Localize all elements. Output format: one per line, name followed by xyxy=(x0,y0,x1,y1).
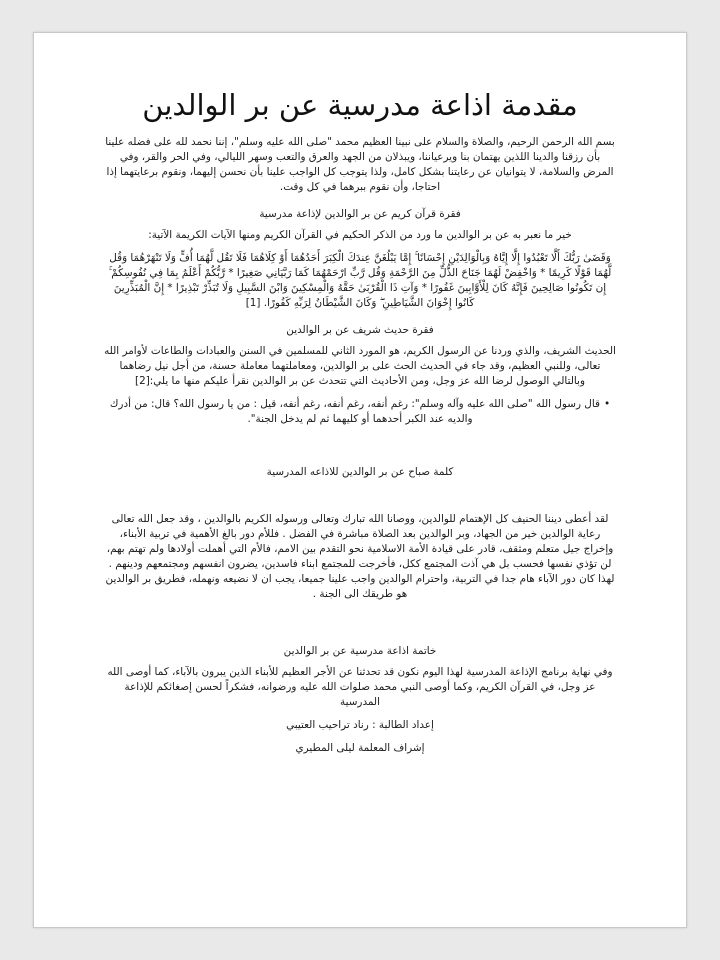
morning-section-heading: كلمة صباح عن بر الوالدين للاذاعه المدرسية xyxy=(266,466,454,478)
quran-intro-paragraph: خير ما نعبر به عن بر الوالدين ما ورد من الذكر الحكيم في القرآن الكريم ومنها الآيات الكريمة الآتية: xyxy=(148,229,572,241)
list-item xyxy=(104,397,616,427)
hadith-section-heading: فقرة حديث شريف عن بر الوالدين xyxy=(286,324,434,336)
quran-verses-paragraph: وَقَضَىٰ رَبُّكَ أَلَّا تَعْبُدُوا إِلَّا إِيَّاهُ وَبِالْوَالِدَيْنِ إِحْسَانًا ۚ إِمَّا يَبْلُغَنَّ عِندَكَ الْكِبَرَ أَحَدُهُمَا أَوْ كِلَاهُمَا فَلَا تَقُل لَّهُمَا أُفٍّ وَلَا تَنْهَرْهُمَا وَقُل لَّهُمَا قَوْلًا كَرِيمًا * وَاخْفِضْ لَهُمَا جَنَاحَ الذُّلِّ مِنَ الرَّحْمَةِ وَقُل رَّبِّ ارْحَمْهُمَا كَمَا رَبَّيَانِي صَغِيرًا * رَّبُّكُمْ أَعْلَمُ بِمَا فِي نُفُوسِكُمْ ۚ إِن تَكُونُوا صَالِحِينَ فَإِنَّهُ كَانَ لِلْأَوَّابِينَ غَفُورًا * وَآتِ ذَا الْقُرْبَىٰ حَقَّهُ وَالْمِسْكِينَ وَابْنَ السَّبِيلِ وَلَا تُبَذِّرْ تَبْذِيرًا * إِنَّ الْمُبَذِّرِينَ كَانُوا إِخْوَانَ الشَّيَاطِينِ ۖ وَكَانَ الشَّيْطَانُ لِرَبِّهِ كَفُورًا. [1] xyxy=(108,252,612,309)
document-content xyxy=(104,85,616,756)
closing-section-heading: خاتمة اذاعة مدرسية عن بر الوالدين xyxy=(283,645,437,657)
document-page xyxy=(33,32,687,928)
hadith-list xyxy=(104,397,616,427)
morning-paragraph: لقد أعطى ديننا الحنيف كل الإهتمام للوالدين، ووصانا الله تبارك وتعالى ورسوله الكريم بالوالدين ، وقد جعل الله تعالى رعاية الوالدين خير من الجهاد، وبر الوالدين بعد الصلاة مباشرة في الفضل . فللأم دور بالغ الأهمية في تربية الأبناء، وإخراج جيل متعلم ومثقف، قادر على قيادة الأمة الاسلامية نحو التقدم بين الامم، فالأم التي أهملت أولادها ولم تهتم بهم، لن تؤذي نفسها فحسب بل هي آذت المجتمع ككل، فأخرجت للمجتمع ابناء فاسدين، يضرون انفسهم ومجتمعهم ودينهم . لهذا كان دور الآباء هام جدا في التربية، واحترام الوالدين واجب علينا جميعا، يجب ان لا نضيعه ونهمله، فطريق بر الوالدين هو طريقك الى الجنة . xyxy=(105,513,615,600)
bullet-icon: • xyxy=(603,398,611,410)
prepared-by-line: إعداد الطالبة : رناد تراحيب العتيبي xyxy=(286,719,434,731)
intro-paragraph: بسم الله الرحمن الرحيم، والصلاة والسلام على نبينا العظيم محمد "صلى الله عليه وسلم"، إننا نحمد لله على فضله علينا بأن رزقنا والدينا اللذين يهتمان بنا ويرعياننا، ويبذلان من الجهد والعرق والتعب وسهر الليالي، وفي الحر والقر، وفي المرض والسلامة، لا يتوانيان عن رعايتنا بشكل كامل، ولذا يتوجب كل الواجب علينا بأن نحسن إليهما، ونقوم برعايتهما إذا احتاجا، وأن نقوم ببرهما في كل وقت. xyxy=(105,136,615,193)
closing-paragraph: وفي نهاية برنامج الإذاعة المدرسية لهذا اليوم نكون قد تحدثنا عن الأجر العظيم للأبناء الذين يبرون بالآباء، كما أوصى الله عز وجل، في القرآن الكريم، وكما أوصى النبي محمد صلوات الله عليه ورضوانه، فشكراً لحسن إصغائكم للإذاعة المدرسية xyxy=(107,666,613,708)
quran-section-heading: فقرة قرآن كريم عن بر الوالدين لإذاعة مدرسية xyxy=(259,208,461,220)
hadith-item-text: قال رسول الله "صلى الله عليه وآله وسلم": رغم أنفه، رغم أنفه، رغم أنفه، قيل : من يا رسول الله؟ قال: من أدرك والديه عند الكبر أحدهما أو كليهما ثم لم يدخل الجنة". xyxy=(109,398,600,425)
supervised-by-line: إشراف المعلمة ليلى المطيري xyxy=(295,742,425,754)
hadith-intro-paragraph: الحديث الشريف، والذي وردنا عن الرسول الكريم، هو المورد الثاني للمسلمين في السنن والعبادات والطاعات لأوامر الله تعالى، وللنبي العظيم، وقد جاء في الحديث الحث على بر الوالدين، ومعاملتهما معاملة حسنة، من أجل نيل رضاهما وبالتالي الوصول لرضا الله عز وجل، ومن الأحاديث التي تتحدث عن بر الوالدين نقرأ عليكم منها ما يلي:[2] xyxy=(104,345,616,387)
page-title: مقدمة اذاعة مدرسية عن بر الوالدين xyxy=(142,88,578,122)
